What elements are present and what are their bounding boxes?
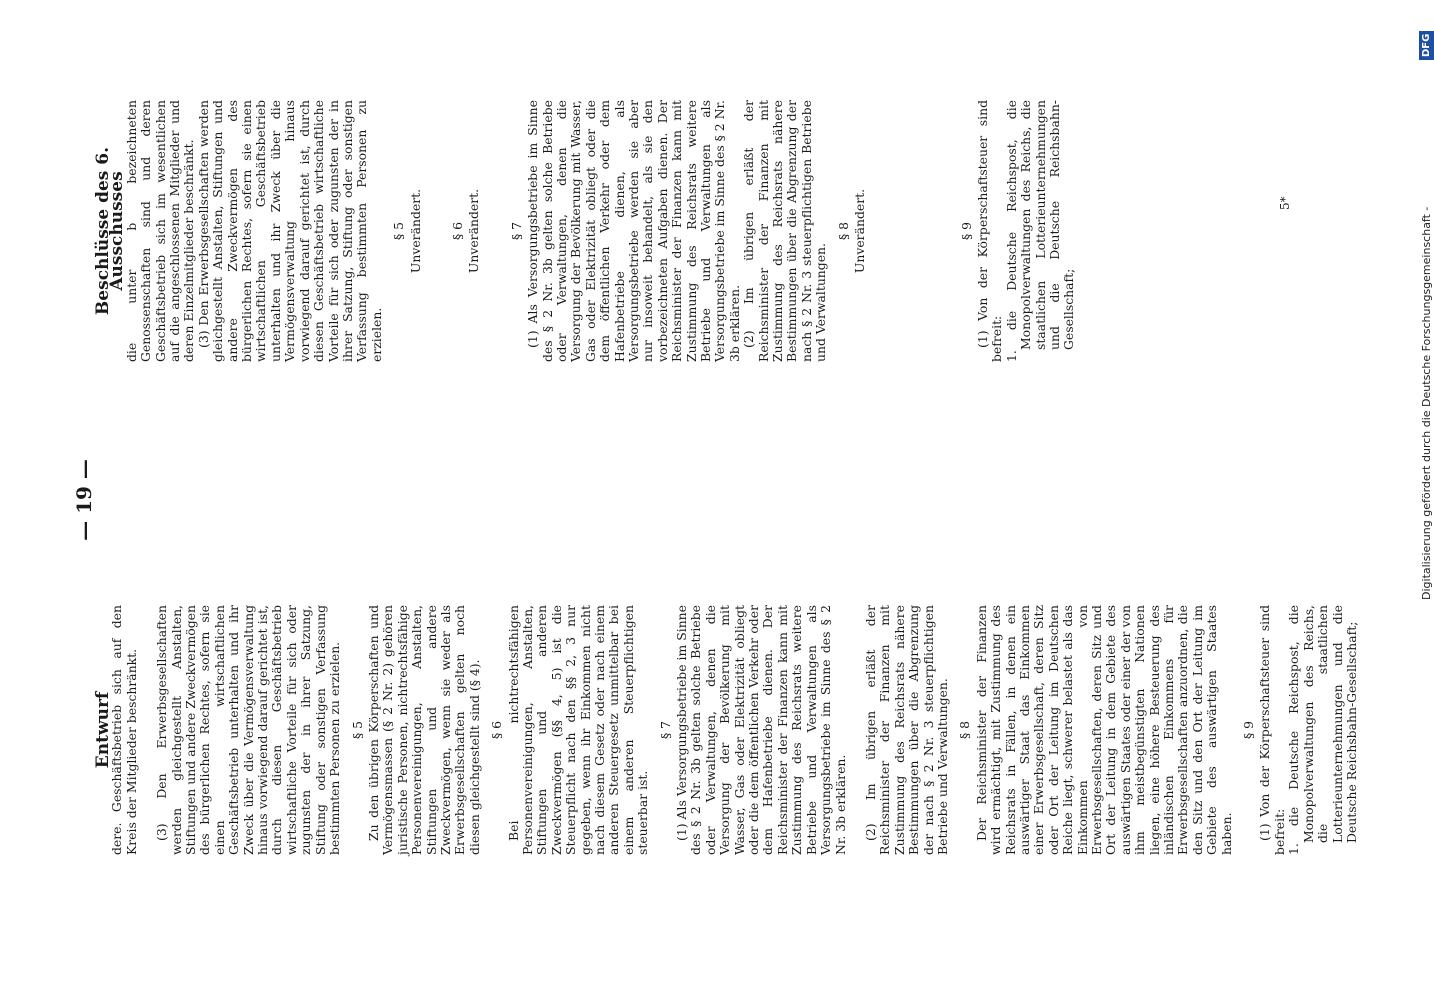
paragraph: (1) Von der Körperschaftsteuer sind befreit: — [974, 100, 1005, 362]
paragraph: (2) Im übrigen erläßt der Reichsminister der Finanzen mit Zustimmung des Reichsrats nähere Bestimmungen über die Abgrenzung der nach § 2 Nr. 3 steuerpflichtigen Betriebe und Verwaltungen. — [741, 100, 829, 362]
list-item: 1. die Deutsche Reichspost, die Monopolverwaltungen des Reichs, die staatlichen Lotterieunternehmungen und die Deutsche Reichsbahn-Gesellschaft; — [1003, 100, 1077, 362]
paragraph: (3) Den Erwerbsgesellschaften werden gleichgestellt Anstalten, Stiftungen und andere Zweckvermögen des bürgerlichen Rechtes, sofern sie einen wirtschaftlichen Geschäftsbetrieb unterhalten und ihr Zweck über die Vermögensverwaltung hinaus vorwiegend darauf gerichtet ist, durch diesen Geschäftsbetrieb wirtschaftliche Vorteile für sich oder zugunsten der in ihrer Satzung, Stiftung oder sonstigen Verfassung bestimmten Personen zu erzielen. — [195, 100, 384, 362]
section-heading: § 8 — [835, 221, 851, 241]
spacer — [848, 605, 864, 855]
digitization-footer — [1416, 0, 1434, 1000]
unchanged-note: Unverändert. — [466, 188, 482, 274]
spacer — [486, 100, 502, 362]
spacer — [427, 100, 443, 362]
paragraph: Bei nichtrechtsfähigen Personenvereinigungen, Anstalten, Stiftungen und anderen Zweckvermögen (§§ 4, 5) ist die Steuerpflicht nach den §§ 2, 3 nur gegeben, wenn ihr Einkommen nicht nach diesem Gesetz oder nach einem anderen Steuergesetz unmittelbar bei einem anderen Steuerpflichtigen steuerbar ist. — [505, 605, 651, 855]
section-heading: § 6 — [489, 720, 505, 740]
spacer — [936, 100, 952, 362]
spacer — [888, 100, 904, 362]
section-heading: § 5 — [349, 720, 365, 740]
section-heading: § 9 — [1241, 720, 1257, 740]
paragraph: (1) Als Versorgungsbetriebe im Sinne des § 2 Nr. 3b gelten solche Betriebe oder Verwaltungen, denen die Versorgung der Bevölkerung mit Wasser, Gas oder Elektrizität obliegt oder die dem öffentlichen Verkehr oder dem Hafenbetriebe dienen. Der Reichsminister der Finanzen kann mit Zustimmung des Reichsrats weitere Betriebe und Verwaltungen als Versorgungsbetriebe im Sinne des § 2 Nr. 3b erklären. — [674, 605, 848, 855]
page-number: — 19 — — [72, 459, 96, 541]
paragraph: (1) Als Versorgungsbetriebe im Sinne des § 2 Nr. 3b gelten solche Betriebe oder Verwaltungen, denen die Versorgung der Bevölkerung mit Wasser, Gas oder Elektrizität obliegt oder die dem öffentlichen Verkehr oder dem Hafenbetriebe dienen, als Versorgungsbetriebe werden sie aber nur insoweit behandelt, als sie den vorbezeichneten Aufgaben dienen. Der Reichsminister der Finanzen kann mit Zustimmung des Reichsrats weitere Betriebe und Verwaltungen als Versorgungsbetriebe im Sinne des § 2 Nr. 3b erklären. — [525, 100, 742, 362]
column-body-beschluesse — [125, 100, 1077, 362]
digitization-note: Digitalisierung gefördert durch die Deutsche Forschungsgemeinschaft - — [1420, 206, 1433, 600]
paragraph: (3) Den Erwerbsgesellschaften werden gleichgestellt Anstalten, Stiftungen und andere Zweckvermögen des bürgerlichen Rechtes, sofern sie einen wirtschaftlichen Geschäftsbetrieb unterhalten und ihr Zweck über die Vermögensverwaltung hinaus vorwiegend darauf gerichtet ist, durch diesen Geschäftsbetrieb wirtschaftliche Vorteile für sich oder zugunsten der in ihrer Satzung, Stiftung oder sonstigen Verfassung bestimmten Personen zu erzielen. — [154, 605, 343, 855]
section-heading: § 7 — [508, 221, 524, 241]
section-heading: § 6 — [449, 221, 465, 241]
section-heading: § 8 — [957, 720, 973, 740]
spacer — [139, 605, 155, 855]
paragraph: (1) Von der Körperschaftsteuer sind befreit: — [1257, 605, 1287, 855]
section-heading: § 7 — [657, 720, 673, 740]
paragraph: Zu den übrigen Körperschaften und Vermögensmassen (§ 2 Nr. 2) gehören juristische Personen, nichtrechtsfähige Personenvereinigungen, Anstalten, Stiftungen und andere Zweckvermögen, wenn sie weder als Erwerbsgesellschaften gelten noch diesen gleichgestellt sind (§ 4). — [365, 605, 482, 855]
unchanged-note: Unverändert. — [852, 188, 868, 274]
dfg-logo: DFG — [1419, 31, 1434, 60]
section-heading: § 9 — [958, 221, 974, 241]
column-heading-beschluesse: Beschlüsse des 6. Ausschusses — [93, 146, 128, 316]
spacer — [872, 100, 888, 362]
paragraph: dere. Geschäftsbetrieb sich auf den Kreis der Mitglieder beschränkt. — [109, 605, 139, 855]
paragraph: Der Reichsminister der Finanzen wird ermächtigt, mit Zustimmung des Reichsrats in Fällen, in denen ein auswärtiger Staat das Einkommen einer Erwerbsgesellschaft, deren Sitz oder Ort der Leitung im Deutschen Reiche liegt, schwerer belastet als das Einkommen von Erwerbsgesellschaften, deren Sitz und Ort der Leitung in dem Gebiete des auswärtigen Staates oder einer der von ihm meistbegünstigten Nationen liegen, eine höhere Besteuerung des inländischen Einkommens für Erwerbsgesellschaften anzuordnen, die den Sitz und den Ort der Leitung im Gebiete des auswärtigen Staates haben. — [973, 605, 1234, 855]
list-item: 1. die Deutsche Reichspost, die Monopolverwaltungen des Reichs, die staatlichen Lotterieunternehmungen und die Deutsche Reichsbahn-Gesellschaft; — [1286, 605, 1359, 855]
signature-mark: 5* — [1278, 196, 1292, 210]
unchanged-note: Unverändert. — [407, 188, 423, 274]
column-heading-entwurf: Entwurf — [93, 691, 113, 769]
column-entwurf — [93, 605, 1359, 855]
column-body-entwurf — [110, 605, 1359, 855]
paragraph: die unter b bezeichneten Genossenschaften sind und deren Geschäftsbetrieb sich im wesentlichen auf die angeschlossenen Mitglieder und deren Einzelmitglieder beschränkt. — [123, 100, 197, 362]
spacer — [904, 100, 920, 362]
section-heading: § 5 — [391, 221, 407, 241]
spacer — [920, 100, 936, 362]
paragraph: (2) Im übrigen erläßt der Reichsminister der Finanzen mit Zustimmung des Reichsrats nähere Bestimmungen über die Abgrenzung der nach § 2 Nr. 3 steuerpflichtigen Betriebe und Verwaltungen. — [862, 605, 950, 855]
column-beschluesse — [93, 100, 1077, 362]
